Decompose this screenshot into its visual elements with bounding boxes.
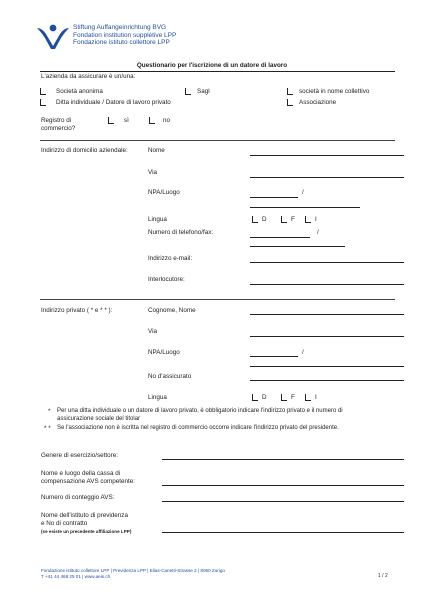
checkbox-private-lang-i[interactable] — [305, 394, 311, 401]
checkbox-private-lang-d[interactable] — [252, 394, 258, 401]
avs-account-field[interactable] — [162, 501, 404, 502]
private-npa-field[interactable] — [250, 356, 298, 357]
domicile-name-field[interactable] — [250, 155, 404, 156]
domicile-email-field[interactable] — [250, 262, 404, 263]
provident-label-3: (se esiste un precedente affiliazione LPP) — [41, 528, 132, 534]
checkbox-associazione[interactable] — [287, 99, 293, 106]
footer-address: Fondazione istituto collettore LPP | Previdenza LPP | Elias-Canetti-Strasse 2 | 8050 Zurigo — [41, 568, 225, 573]
company-type-heading: L'azienda da assicurare è un/una: — [41, 73, 136, 80]
registry-label-2: commercio? — [41, 125, 76, 132]
logo-line-2: Fondation institution supplétive LPP — [73, 31, 177, 39]
label-registry-no: no — [163, 117, 171, 124]
label-private-lang-i: I — [315, 394, 317, 401]
private-name-label: Cognome, Nome — [148, 307, 196, 314]
genre-label: Genere di esercizio/settore: — [41, 452, 118, 459]
checkbox-ditta[interactable] — [40, 99, 46, 106]
domicile-email-label: Indirizzo e-mail: — [148, 255, 193, 262]
domicile-phone-slash: / — [317, 229, 319, 236]
domicile-contact-field[interactable] — [250, 284, 404, 285]
label-sa: Società anonima — [56, 88, 103, 95]
domicile-heading: Indirizzo di domicilio aziendale: — [41, 147, 128, 154]
private-language-label: Lingua — [148, 394, 167, 401]
logo — [36, 24, 236, 50]
private-npa-slash: / — [302, 349, 304, 356]
note-1-line-2: assicurazione sociale del titolar — [57, 415, 141, 422]
note-1-line-1: Per una ditta individuale o un datore di lavoro privato, è obbligatorio indicare l'indirizzo privato e il numero di — [57, 408, 343, 414]
label-snc: società in nome collettivo — [299, 88, 370, 95]
registry-label-1: Registro di — [41, 117, 72, 124]
domicile-fax-field[interactable] — [250, 246, 345, 247]
domicile-npa-field[interactable] — [250, 197, 298, 198]
domicile-phone-field[interactable] — [250, 237, 310, 238]
label-registry-yes: sì — [124, 117, 129, 124]
checkbox-snc[interactable] — [287, 88, 293, 95]
label-domicile-lang-d: D — [262, 216, 267, 223]
note-2-text: Se l'associazione non è iscritta nel registro di commercio occorre indicare l'indirizzo privato del presidente. — [57, 425, 339, 431]
label-domicile-lang-f: F — [291, 216, 295, 223]
checkbox-domicile-lang-f[interactable] — [281, 216, 287, 223]
checkbox-domicile-lang-d[interactable] — [252, 216, 258, 223]
label-private-lang-f: F — [291, 394, 295, 401]
avs-fund-label-1: Nome e luogo della cassa di — [41, 470, 121, 477]
checkbox-domicile-lang-i[interactable] — [305, 216, 311, 223]
domicile-npa-slash: / — [302, 189, 304, 196]
logo-line-3: Fondazione istituto collettore LPP — [73, 39, 170, 46]
domicile-phone-label: Numero di telefono/fax: — [148, 229, 214, 236]
domicile-npa-label: NPA/Luogo — [148, 189, 180, 196]
domicile-name-label: Nome — [148, 147, 165, 154]
checkbox-registry-yes[interactable] — [108, 117, 114, 124]
private-insured-field[interactable] — [250, 380, 404, 381]
avs-account-label: Numero di conteggio AVS: — [41, 494, 115, 501]
label-sagl: Sagl — [197, 88, 210, 95]
private-street-label: Via — [148, 328, 157, 335]
section-divider-2 — [40, 299, 395, 300]
checkbox-registry-no[interactable] — [149, 117, 155, 124]
provident-label-1: Nome dell'istituto di previdenza — [41, 512, 128, 519]
domicile-city-field[interactable] — [250, 207, 360, 208]
domicile-contact-label: Interlocutore: — [148, 276, 185, 283]
private-name-field[interactable] — [250, 314, 404, 315]
provident-field[interactable] — [162, 532, 404, 533]
domicile-street-label: Via — [148, 169, 157, 176]
genre-field[interactable] — [162, 459, 404, 460]
avs-fund-label-2: compensazione AVS competente: — [41, 478, 136, 485]
checkbox-private-lang-f[interactable] — [281, 394, 287, 401]
label-associazione: Associazione — [299, 99, 337, 106]
avs-fund-field[interactable] — [162, 485, 404, 486]
note-1-marker: * — [48, 408, 51, 415]
domicile-street-field[interactable] — [250, 177, 404, 178]
title-underline — [40, 71, 395, 72]
checkbox-sagl[interactable] — [185, 88, 191, 95]
label-ditta: Ditta individuale / Datore di lavoro privato — [56, 99, 171, 106]
logo-person-icon — [36, 24, 70, 50]
logo-line-1: Stiftung Auffangeinrichtung BVG — [73, 24, 167, 31]
private-heading: Indirizzo privato ( * e * * ): — [41, 307, 113, 314]
private-street-field[interactable] — [250, 336, 404, 337]
label-domicile-lang-i: I — [315, 216, 317, 223]
note-2-marker: * * — [44, 425, 51, 432]
label-private-lang-d: D — [262, 394, 267, 401]
checkbox-sa[interactable] — [40, 88, 46, 95]
page-number: 1 / 2 — [378, 573, 388, 579]
private-npa-label: NPA/Luogo — [148, 349, 180, 356]
footer-contact: T +41 44 468 25 01 | www.aeis.ch — [41, 574, 111, 579]
section-divider-1 — [40, 140, 395, 141]
private-insured-label: No d'assicurato — [148, 373, 192, 380]
private-city-field[interactable] — [250, 366, 404, 367]
domicile-language-label: Lingua — [148, 216, 167, 223]
form-title: Questionario per l'iscrizione di un datore di lavoro — [136, 62, 288, 69]
provident-label-2: e No di contratto — [41, 520, 88, 527]
